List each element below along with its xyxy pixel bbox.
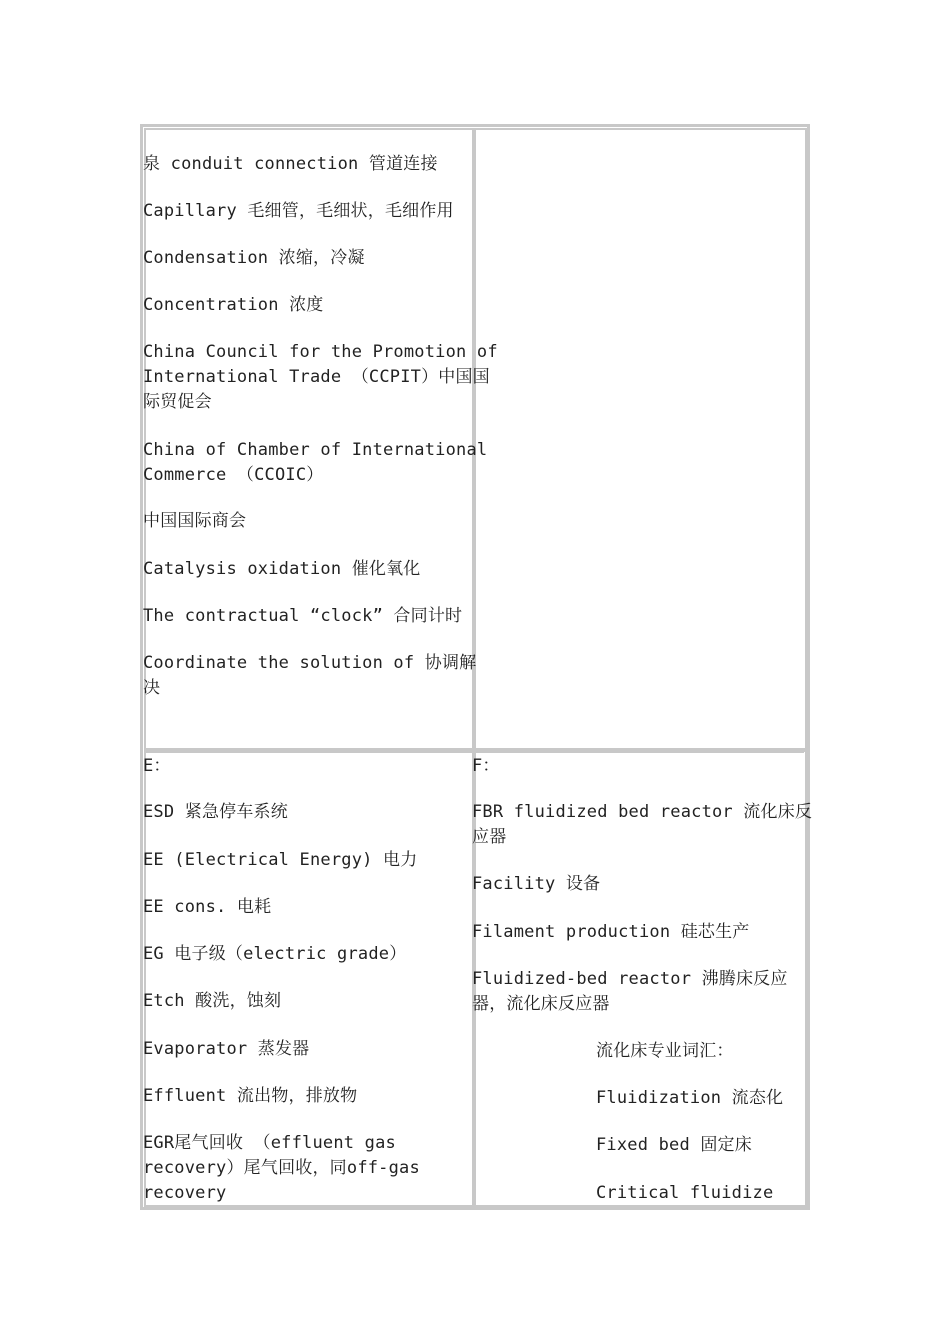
glossary-entry: Fluidized-bed reactor 沸腾床反应 器，流化床反应器 [472,969,788,1014]
glossary-entry: Concentration 浓度 [143,295,324,315]
glossary-entry: EE cons. 电耗 [143,897,272,917]
subheading-fluidized-bed-terms: 流化床专业词汇： [596,1041,734,1061]
glossary-entry: EGR尾气回收 （effluent gas recovery）尾气回收，同off-gas recovery [143,1133,420,1203]
glossary-entry: China Council for the Promotion of International Trade （CCPIT）中国国 际贸促会 [143,342,498,412]
glossary-entry: Condensation 浓缩，冷凝 [143,248,365,268]
section-heading-f: F： [472,756,500,776]
glossary-entry: 中国国际商会 [143,511,247,531]
glossary-entry: The contractual “clock” 合同计时 [143,606,463,626]
glossary-entry: EG 电子级（electric grade） [143,944,407,964]
glossary-entry: Catalysis oxidation 催化氧化 [143,559,421,579]
glossary-entry: Coordinate the solution of 协调解 决 [143,653,477,698]
glossary-entry: Fluidization 流态化 [596,1088,784,1108]
glossary-entry: China of Chamber of International Commerce （CCOIC） [143,440,488,485]
glossary-entry: Critical fluidize [596,1183,774,1203]
cell-top-right-empty [474,128,807,750]
glossary-entry: Facility 设备 [472,874,601,894]
glossary-entry: Etch 酸洗，蚀刻 [143,991,282,1011]
glossary-entry: Filament production 硅芯生产 [472,922,750,942]
glossary-entry: Capillary 毛细管，毛细状，毛细作用 [143,201,454,221]
section-heading-e: E： [143,756,171,776]
glossary-entry: Fixed bed 固定床 [596,1135,752,1155]
glossary-entry: EE (Electrical Energy) 电力 [143,850,418,870]
glossary-entry: FBR fluidized bed reactor 流化床反 应器 [472,802,813,847]
glossary-entry: Evaporator 蒸发器 [143,1039,310,1059]
glossary-entry: Effluent 流出物，排放物 [143,1086,358,1106]
glossary-entry: 泉 conduit connection 管道连接 [143,154,438,174]
glossary-entry: ESD 紧急停车系统 [143,802,288,822]
